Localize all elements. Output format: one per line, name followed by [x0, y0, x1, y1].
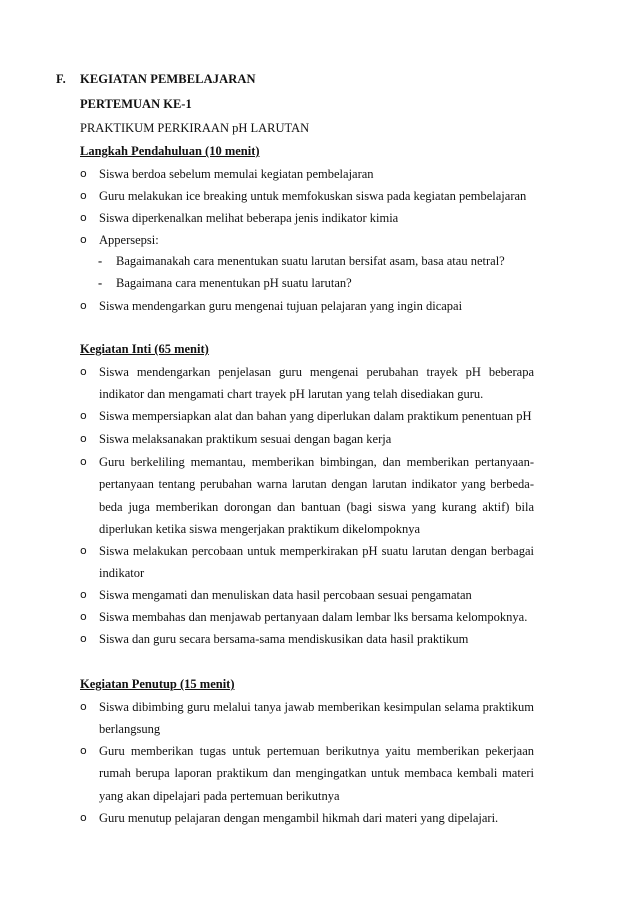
sub-list-item: - Bagaimana cara menentukan pH suatu larutan? — [98, 276, 352, 290]
practicum-title: PRAKTIKUM PERKIRAAN pH LARUTAN — [80, 121, 310, 135]
bullet-icon: o — [80, 811, 87, 824]
bullet-icon: o — [80, 233, 87, 246]
list-item: o Siswa dan guru secara bersama-sama mendiskusikan data hasil praktikum — [80, 628, 534, 650]
dash-icon: - — [98, 254, 103, 268]
list-item: o Guru memberikan tugas untuk pertemuan berikutnya yaitu memberikan pekerjaan rumah berupa laporan praktikum dan mengingatkan untuk membaca kembali materi yang akan dipelajari pada pertemuan berikutnya — [80, 740, 534, 807]
bullet-icon: o — [80, 632, 87, 645]
penutup-heading: Kegiatan Penutup (15 menit) — [80, 677, 235, 691]
bullet-icon: o — [80, 744, 87, 757]
dash-icon: - — [98, 276, 103, 290]
bullet-icon: o — [80, 211, 87, 224]
list-item: o Guru berkeliling memantau, memberikan bimbingan, dan memberikan pertanyaan-pertanyaan tentang perubahan warna larutan dengan larutan indikator yang berbeda-beda juga memberikan dorongan dan bantuan (bagi siswa yang kurang aktif) bila diperlukan ketika siswa mengerjakan praktikum dikelompoknya — [80, 451, 534, 541]
list-item: o Siswa diperkenalkan melihat beberapa jenis indikator kimia — [80, 207, 534, 229]
list-item: o Siswa melakukan percobaan untuk memperkirakan pH suatu larutan dengan berbagai indikator — [80, 540, 534, 585]
bullet-icon: o — [80, 544, 87, 557]
bullet-icon: o — [80, 588, 87, 601]
bullet-icon: o — [80, 409, 87, 422]
list-item: o Siswa mempersiapkan alat dan bahan yang diperlukan dalam praktikum penentuan pH — [80, 405, 534, 427]
bullet-icon: o — [80, 189, 87, 202]
bullet-icon: o — [80, 432, 87, 445]
inti-heading: Kegiatan Inti (65 menit) — [80, 342, 209, 356]
bullet-icon: o — [80, 455, 87, 468]
bullet-icon: o — [80, 299, 87, 312]
list-item: o Siswa melaksanakan praktikum sesuai dengan bagan kerja — [80, 428, 534, 450]
section-number: F. — [56, 72, 66, 86]
pendahuluan-heading: Langkah Pendahuluan (10 menit) — [80, 144, 260, 158]
bullet-icon: o — [80, 167, 87, 180]
bullet-icon: o — [80, 610, 87, 623]
list-item: o Siswa berdoa sebelum memulai kegiatan pembelajaran — [80, 163, 534, 185]
list-item: o Guru menutup pelajaran dengan mengambil hikmah dari materi yang dipelajari. — [80, 807, 534, 829]
bullet-icon: o — [80, 365, 87, 378]
list-item: o Siswa membahas dan menjawab pertanyaan dalam lembar lks bersama kelompoknya. — [80, 606, 534, 628]
list-item: o Guru melakukan ice breaking untuk memfokuskan siswa pada kegiatan pembelajaran — [80, 185, 534, 207]
section-heading — [56, 72, 256, 87]
list-item: o Appersepsi: — [80, 229, 534, 251]
list-item: o Siswa dibimbing guru melalui tanya jawab memberikan kesimpulan selama praktikum berlangsung — [80, 696, 534, 741]
list-item: o Siswa mendengarkan guru mengenai tujuan pelajaran yang ingin dicapai — [80, 295, 534, 317]
list-item: o Siswa mengamati dan menuliskan data hasil percobaan sesuai pengamatan — [80, 584, 534, 606]
meeting-title: PERTEMUAN KE-1 — [80, 97, 192, 111]
sub-list-item: - Bagaimanakah cara menentukan suatu larutan bersifat asam, basa atau netral? — [98, 254, 505, 268]
bullet-icon: o — [80, 700, 87, 713]
list-item: o Siswa mendengarkan penjelasan guru mengenai perubahan trayek pH beberapa indikator dan mengamati chart trayek pH larutan yang telah disediakan guru. — [80, 361, 534, 406]
section-title: KEGIATAN PEMBELAJARAN — [80, 72, 256, 86]
